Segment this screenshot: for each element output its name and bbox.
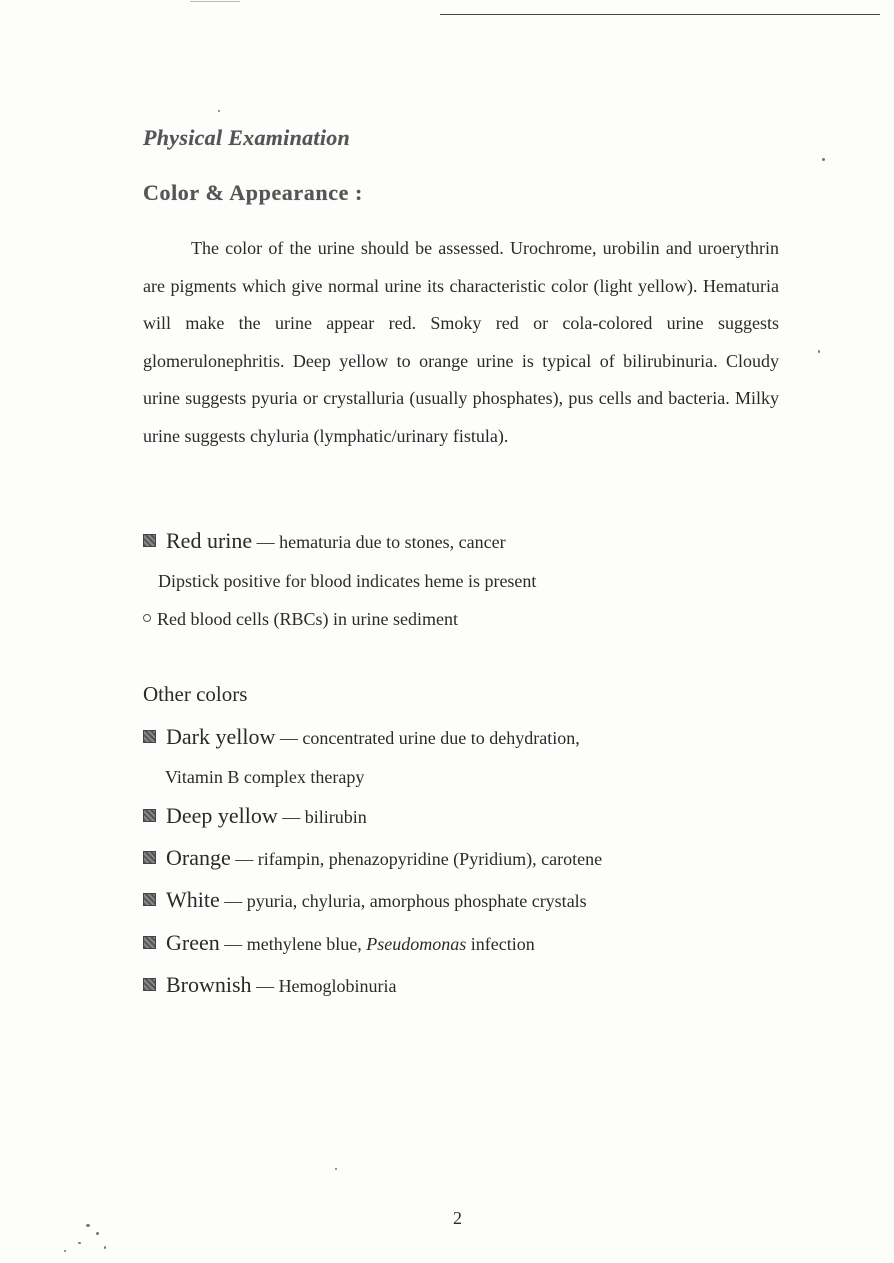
square-bullet-icon (143, 534, 156, 547)
scan-speck (335, 1168, 337, 1170)
color-term: Orange (166, 845, 231, 870)
scan-speck (822, 158, 825, 161)
red-urine-term: Red urine (166, 528, 253, 553)
round-bullet-icon (143, 614, 151, 622)
scan-speck (64, 1250, 66, 1252)
dash: — (275, 728, 303, 748)
red-urine-desc: hematuria due to stones, cancer (279, 532, 506, 552)
color-desc: pyuria, chyluria, amorphous phosphate crystals (246, 891, 587, 911)
dash: — (219, 891, 247, 911)
color-term: Green (166, 930, 220, 955)
color-item-brownish (143, 972, 397, 998)
scan-speck (104, 1246, 106, 1249)
top-rule (440, 14, 880, 15)
color-desc: Hemoglobinuria (278, 976, 397, 996)
red-urine-item (143, 528, 506, 554)
color-item-dark-yellow (143, 724, 580, 750)
color-term: Brownish (166, 972, 252, 997)
color-desc: bilirubin (304, 807, 367, 827)
scan-speck (96, 1232, 99, 1235)
color-item-deep-yellow (143, 803, 367, 829)
color-item-green (143, 930, 535, 956)
scan-speck (218, 110, 220, 112)
scan-speck (86, 1224, 90, 1227)
red-urine-detail-2: Red blood cells (RBCs) in urine sediment (157, 609, 458, 629)
body-paragraph: The color of the urine should be assessed. Urochrome, urobilin and uroerythrin are pigments which give normal urine its characteristic color (light yellow). Hematuria will make the urine appear red. Smoky red or cola-colored urine suggests glomerulonephritis. Deep yellow to orange urine is typical of bilirubinuria. Cloudy urine suggests pyuria or crystalluria (usually phosphates), pus cells and bacteria. Milky urine suggests chyluria (lymphatic/urinary fistula). (143, 238, 779, 446)
dash: — (230, 849, 258, 869)
scan-speck (818, 350, 820, 353)
color-desc-italic: Pseudomonas (366, 934, 467, 954)
color-desc: rifampin, phenazopyridine (Pyridium), carotene (257, 849, 603, 869)
dash: — (219, 934, 247, 954)
color-desc-post: infection (466, 934, 535, 954)
color-extra-dark-yellow: Vitamin B complex therapy (165, 767, 365, 787)
color-term: White (166, 887, 220, 912)
section-title: Physical Examination (143, 125, 351, 150)
dash: — (251, 976, 279, 996)
color-item-orange (143, 845, 602, 871)
red-urine-detail-2-item (143, 609, 458, 630)
square-bullet-icon (143, 730, 156, 743)
color-item-white (143, 887, 587, 913)
dash: — (252, 532, 280, 552)
square-bullet-icon (143, 978, 156, 991)
red-urine-detail-1: Dipstick positive for blood indicates heme is present (158, 571, 537, 591)
color-desc: concentrated urine due to dehydration, (302, 728, 580, 748)
scan-speck (78, 1242, 81, 1244)
square-bullet-icon (143, 893, 156, 906)
color-term: Dark yellow (166, 724, 276, 749)
color-desc-pre: methylene blue, (246, 934, 367, 954)
top-faint-rule (190, 1, 240, 2)
sub-heading: Color & Appearance : (143, 180, 363, 205)
dash: — (277, 807, 305, 827)
other-colors-heading: Other colors (143, 682, 248, 706)
color-term: Deep yellow (166, 803, 278, 828)
square-bullet-icon (143, 936, 156, 949)
page-number: 2 (453, 1208, 462, 1228)
square-bullet-icon (143, 851, 156, 864)
square-bullet-icon (143, 809, 156, 822)
